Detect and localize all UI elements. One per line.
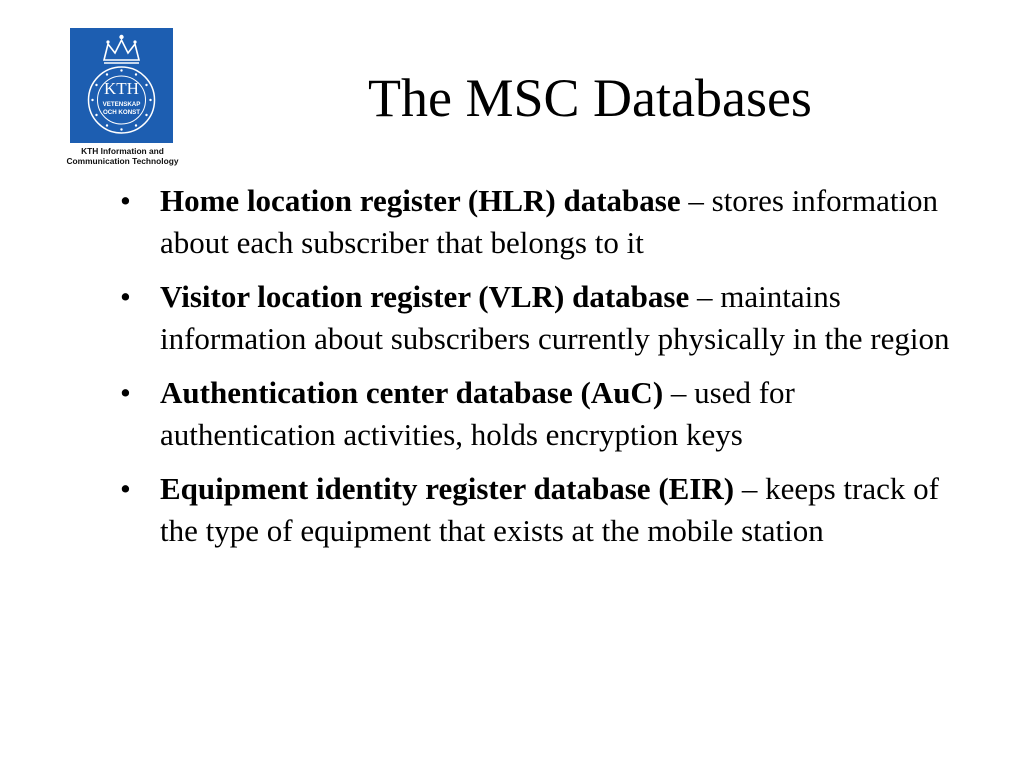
logo-caption-line-2: Communication Technology: [66, 156, 179, 166]
emblem-ring-line-1: VETENSKAP: [102, 101, 141, 108]
bullet-dot: •: [120, 471, 131, 506]
logo-caption-line-1: KTH Information and: [81, 146, 164, 156]
kth-emblem-icon: [70, 28, 173, 143]
kth-logo: [70, 28, 173, 143]
bullet-description: – stores information about each subscriber that belongs to it: [160, 183, 939, 260]
bullet-list: [118, 180, 978, 564]
bullet-item-auc: [118, 372, 978, 456]
bullet-item-vlr: [118, 276, 978, 360]
bullet-description: – used for authentication activities, holds encryption keys: [160, 375, 795, 452]
bullet-item-eir: [118, 468, 978, 552]
bullet-description: – keeps track of the type of equipment that exists at the mobile station: [160, 471, 939, 548]
bullet-dot: •: [120, 279, 131, 314]
bullet-term: Home location register (HLR) database: [160, 183, 681, 218]
slide-title: The MSC Databases: [368, 68, 812, 128]
bullet-dot: •: [120, 375, 131, 410]
bullet-term: Equipment identity register database (EIR): [160, 471, 735, 506]
emblem-ring-line-2: OCH KONST: [102, 109, 141, 116]
emblem-text: KTH: [104, 79, 139, 98]
bullet-term: Authentication center database (AuC): [160, 375, 664, 410]
bullet-term: Visitor location register (VLR) database: [160, 279, 690, 314]
bullet-item-hlr: [118, 180, 978, 264]
logo-caption: [50, 146, 195, 166]
bullet-description: – maintains information about subscribers currently physically in the region: [160, 279, 950, 356]
bullet-dot: •: [120, 183, 131, 218]
